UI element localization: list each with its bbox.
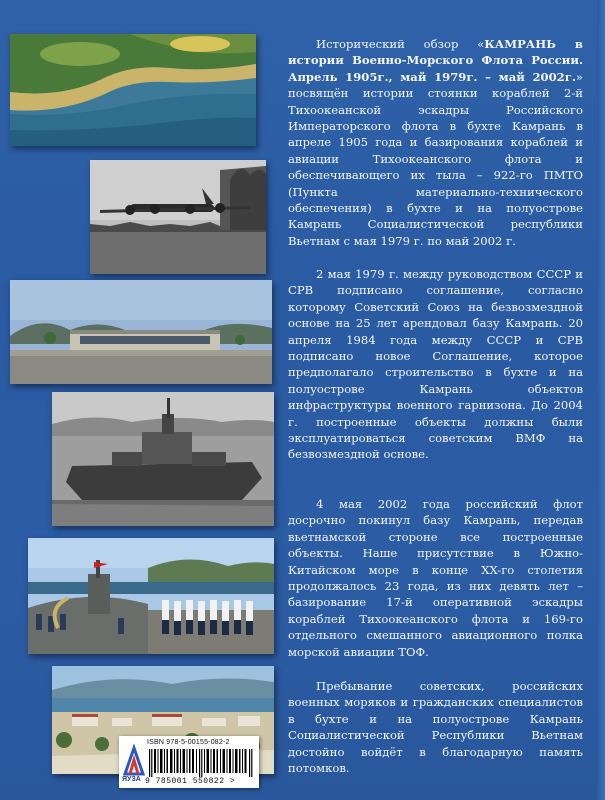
- cover-edge: [597, 0, 605, 800]
- paragraph-memory: [288, 678, 583, 776]
- paragraph-departure: [288, 496, 583, 660]
- isbn-label: ISBN 978-5-00155-082-2: [147, 739, 230, 746]
- intro-rest: » посвящён истории стоянки кораблей 2-й Тихоокеанской эскадры Российского Императорского флота в бухте Камрань в апреле 1905 года и базирования кораблей и авиации Тихоокеанского флота и обеспечивающего их тыла – 922-го ПМТО (Пункта материально-технического обеспечения) в бухте и на полуострове Камрань Социалистической республики Вьетнам с мая 1979 г. по май 2002 г.: [288, 69, 583, 248]
- isbn-barcode-box: [119, 736, 259, 788]
- book-title: КАМРАНЬ в истории Военно-Морского Флота России. Апрель 1905г., май 1979г. – май 2002г.: [288, 37, 583, 84]
- photo-landing-ship: [52, 392, 274, 526]
- paragraph-memory-text: Пребывание советских, российских военных моряков и гражданских специалистов в бухте и на полуострове Камрань Социалистической Республики Вьетнам достойно войдёт в благодарную память потомков.: [288, 679, 583, 776]
- barcode-digits: 9 785001 550822 >: [145, 777, 236, 786]
- intro-paragraph: [288, 36, 583, 249]
- photo-terminal-building: [10, 280, 272, 384]
- paragraph-agreement-text: 2 мая 1979 г. между руководством СССР и СРВ подписано соглашение, согласно которому Советский Союз на безвозмездной основе на 25 лет арендовал базу Камрань. 20 апреля 1984 года между СССР и СРВ подписано новое Соглашение, которое предполагало строительство в бухте и на полуострове Камрань объектов инфраструктуры военного гарнизона. До 2004 г. построенные объекты должны были эксплуатироваться советским ВМФ на безвозмездной основе.: [288, 267, 583, 462]
- photo-submarine-crew: [28, 538, 274, 654]
- photo-aerial-coast: [10, 34, 256, 146]
- paragraph-agreement: [288, 266, 583, 463]
- intro-prefix: Исторический обзор «: [316, 37, 485, 51]
- paragraph-departure-text: 4 мая 2002 года российский флот досрочно покинул базу Камрань, передав вьетнамской стороне все построенные объекты. Наше присутствие в Южно-Китайском море в конце XX-го столетия продолжалось 23 года, из них девять лет – базирование 17-й оперативной эскадры кораблей Тихоокеанского флота и 169-го отдельного смешанного авиационного полка морской авиации ТОФ.: [288, 497, 583, 659]
- photo-aircraft: [90, 160, 266, 274]
- barcode-icon: [149, 749, 254, 777]
- publisher-name: ЯУЗА: [122, 776, 141, 783]
